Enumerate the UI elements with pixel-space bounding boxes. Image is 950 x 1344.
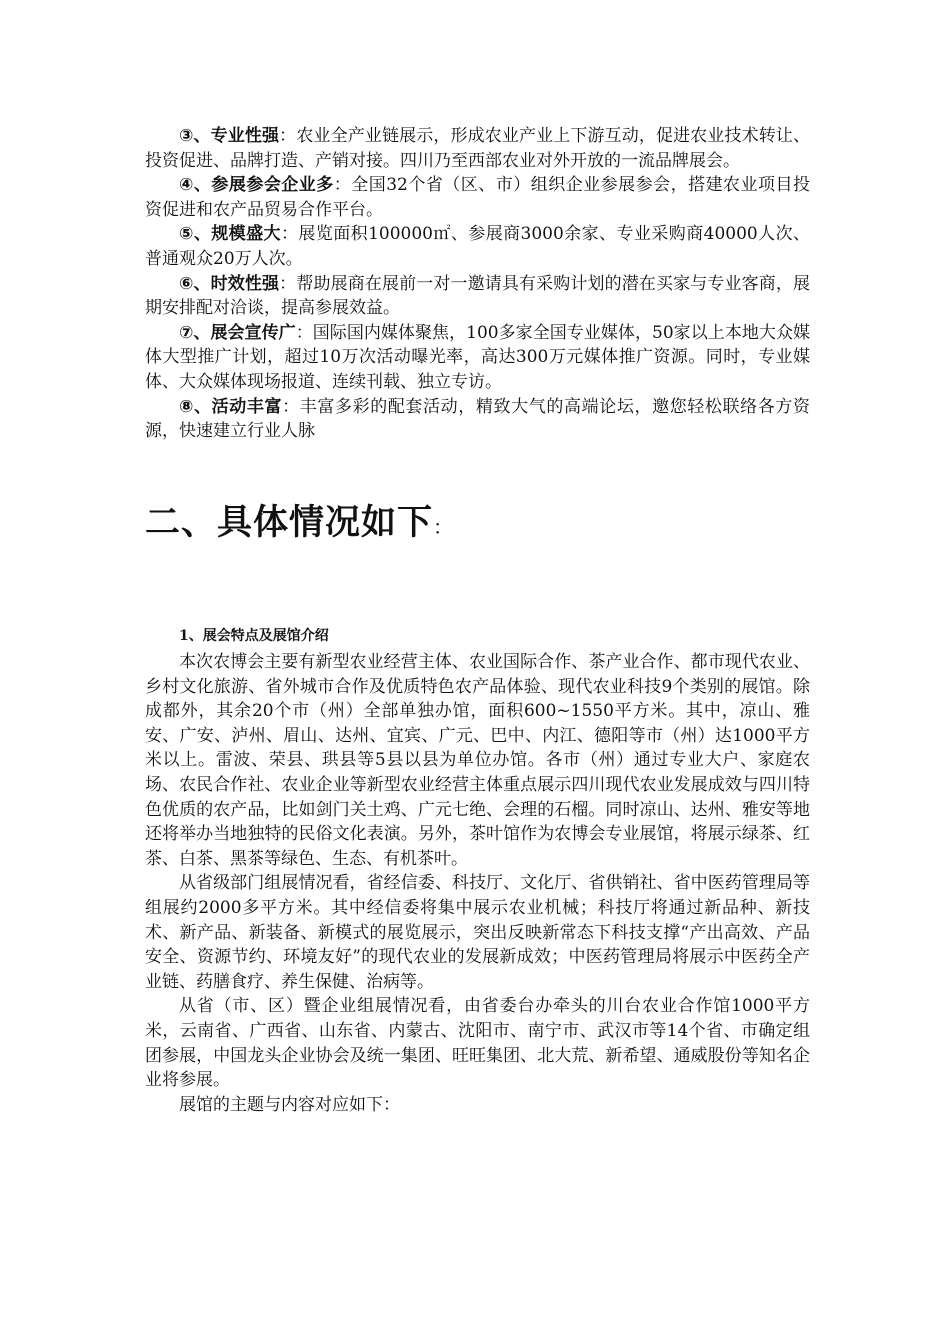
section-heading-wrap <box>145 498 810 552</box>
feature-item <box>145 173 810 222</box>
feature-item <box>145 222 810 271</box>
feature-sep: ： <box>279 273 297 294</box>
feature-text: 丰富多彩的配套活动，精致大气的高端论坛，邀您轻松联络各方资源，快速建立行业人脉 <box>145 396 811 442</box>
section-heading-text: 二、具体情况如下 <box>145 503 434 543</box>
feature-lead: ⑦、展会宣传广 <box>179 322 296 343</box>
feature-lead: ⑤、规模盛大 <box>179 224 281 245</box>
feature-lead: ③、专业性强 <box>179 126 280 146</box>
feature-list <box>145 124 810 444</box>
detail-paragraphs <box>145 650 810 1117</box>
feature-sep: ： <box>280 224 299 245</box>
feature-item <box>145 321 810 395</box>
feature-item <box>145 124 810 173</box>
body-paragraph: 本次农博会主要有新型农业经营主体、农业国际合作、茶产业合作、都市现代农业、乡村文化旅游、省外城市合作及优质特色农产品体验、现代农业科技9个类别的展馆。除成都外，其余20个市（州）全部单独办馆，面积600~1550平方米。其中，凉山、雅安、广安、泸州、眉山、达州、宜宾、广元、巴中、内江、德阳等市（州）达1000平方米以上。雷波、荣县、珙县等5县以县为单位办馆。各市（州）通过专业大户、家庭农场、农民合作社、农业企业等新型农业经营主体重点展示四川现代农业发展成效与四川特色优质的农产品，比如剑门关土鸡、广元七绝、会理的石榴。同时凉山、达州、雅安等地还将举办当地独特的民俗文化表演。另外，茶叶馆作为农博会专业展馆，将展示绿茶、红茶、白茶、黑茶等绿色、生态、有机茶叶。 <box>145 652 810 869</box>
feature-text: 农业全产业链展示，形成农业产业上下游互动，促进农业技术转让、投资促进、品牌打造、产销对接。四川乃至西部农业对外开放的一流品牌展会。 <box>145 126 811 171</box>
feature-lead: ⑥、时效性强 <box>179 273 280 294</box>
body-paragraph: 从省级部门组展情况看，省经信委、科技厅、文化厅、省供销社、省中医药管理局等组展约2000多平方米。其中经信委将集中展示农业机械；科技厅将通过新品种、新技术、新产品、新装备、新模式的展览展示，突出反映新常态下科技支撑“产出高效、产品安全、资源节约、环境友好”的现代农业的发展新成效；中医药管理局将展示中医药全产业链、药膳食疗、养生保健、治病等。 <box>145 873 810 992</box>
feature-text: 展览面积100000㎡、参展商3000余家、专业采购商40000人次、普通观众20万人次。 <box>145 224 810 269</box>
feature-sep: ： <box>282 396 300 417</box>
feature-text: 国际国内媒体聚焦，100多家全国专业媒体，50家以上本地大众媒体大型推广计划，超过10万次活动曝光率，高达300万元媒体推广资源。同时，专业媒体、大众媒体现场报道、连续刊载、独立专访。 <box>145 322 810 392</box>
feature-item <box>145 272 810 321</box>
body-paragraph: 从省（市、区）暨企业组展情况看，由省委台办牵头的川台农业合作馆1000平方米，云南省、广西省、山东省、内蒙古、沈阳市、南宁市、武汉市等14个省、市确定组团参展，中国龙头企业协会及统一集团、旺旺集团、北大荒、新希望、通威股份等知名企业将参展。 <box>145 996 810 1091</box>
feature-text: 帮助展商在展前一对一邀请具有采购计划的潜在买家与专业客商，展期安排配对洽谈，提高参展效益。 <box>145 273 811 319</box>
feature-text: 全国32个省（区、市）组织企业参展参会，搭建农业项目投资促进和农产品贸易合作平台。 <box>145 175 810 220</box>
feature-sep: ： <box>295 322 313 343</box>
body-paragraph: 展馆的主题与内容对应如下： <box>179 1094 400 1115</box>
subsection-title: 1、展会特点及展馆介绍 <box>179 628 329 644</box>
feature-lead: ④、参展参会企业多 <box>179 175 334 196</box>
feature-sep: ： <box>333 175 352 196</box>
section-heading-colon: ： <box>433 515 455 539</box>
section-heading <box>145 498 810 552</box>
feature-sep: ： <box>279 126 297 146</box>
feature-item <box>145 395 810 444</box>
feature-lead: ⑧、活动丰富 <box>179 396 283 417</box>
